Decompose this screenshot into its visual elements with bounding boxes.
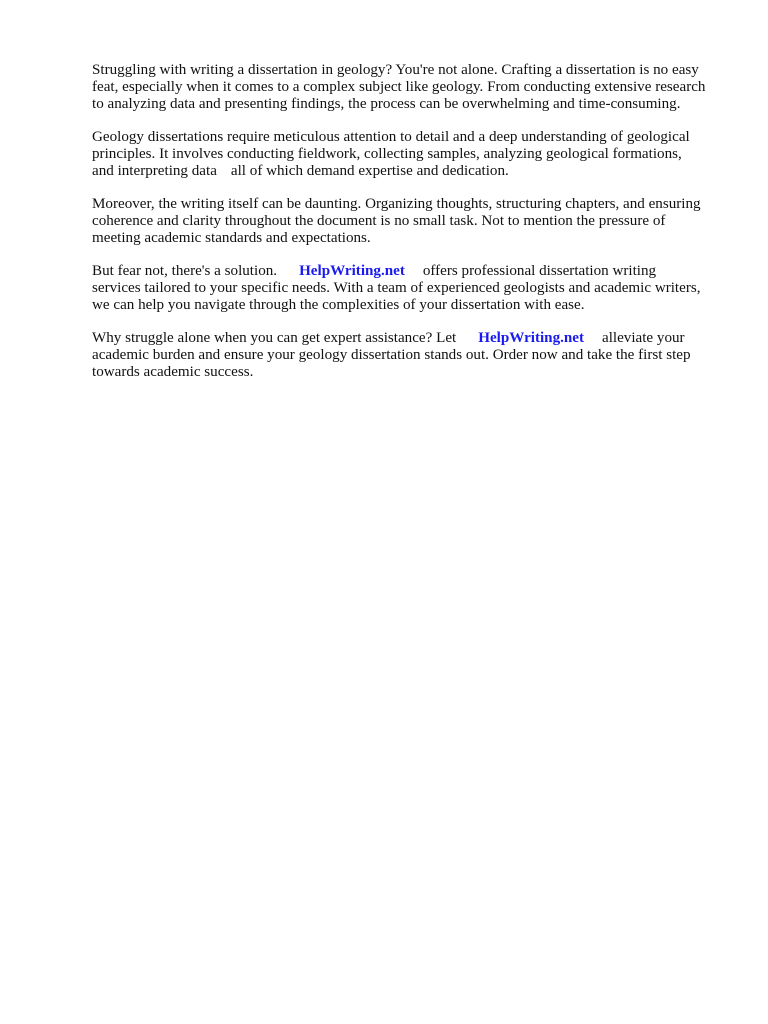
paragraph-solution [92,263,732,314]
text-line: But fear not, there's a solution. [92,263,278,279]
text-line: to analyzing data and presenting findings, the process can be overwhelming and time-consuming. [92,96,681,112]
text-line: academic burden and ensure your geology dissertation stands out. Order now and take the first step [92,347,691,363]
document-body [92,62,732,397]
text-line: offers professional dissertation writing [422,263,657,279]
helpwriting-link[interactable]: HelpWriting.net [478,330,585,346]
text-line: Geology dissertations require meticulous attention to detail and a deep understanding of geological [92,129,690,145]
text-line: Why struggle alone when you can get expert assistance? Let [92,330,457,346]
paragraph-requirements [92,129,732,180]
text-line: coherence and clarity throughout the document is no small task. Not to mention the pressure of [92,213,666,229]
text-line: all of which demand expertise and dedication. [230,163,509,179]
helpwriting-link[interactable]: HelpWriting.net [299,263,405,279]
text-line: we can help you navigate through the complexities of your dissertation with ease. [92,297,585,313]
paragraph-intro [92,62,732,113]
text-line: Moreover, the writing itself can be daunting. Organizing thoughts, structuring chapters, and ensuring [92,196,701,212]
text-line: feat, especially when it comes to a complex subject like geology. From conducting extensive research [92,79,706,95]
text-line: towards academic success. [92,364,254,380]
text-line: meeting academic standards and expectations. [92,230,371,246]
text-line: principles. It involves conducting fieldwork, collecting samples, analyzing geological formations, [92,146,682,162]
text-line: services tailored to your specific needs. With a team of experienced geologists and academic writers, [92,280,701,296]
text-line: Struggling with writing a dissertation in geology? You're not alone. Crafting a dissertation is no easy [92,62,699,78]
text-line: and interpreting data [92,163,217,179]
text-line: alleviate your [602,330,685,346]
paragraph-call-to-action [92,330,732,381]
paragraph-writing [92,196,732,247]
